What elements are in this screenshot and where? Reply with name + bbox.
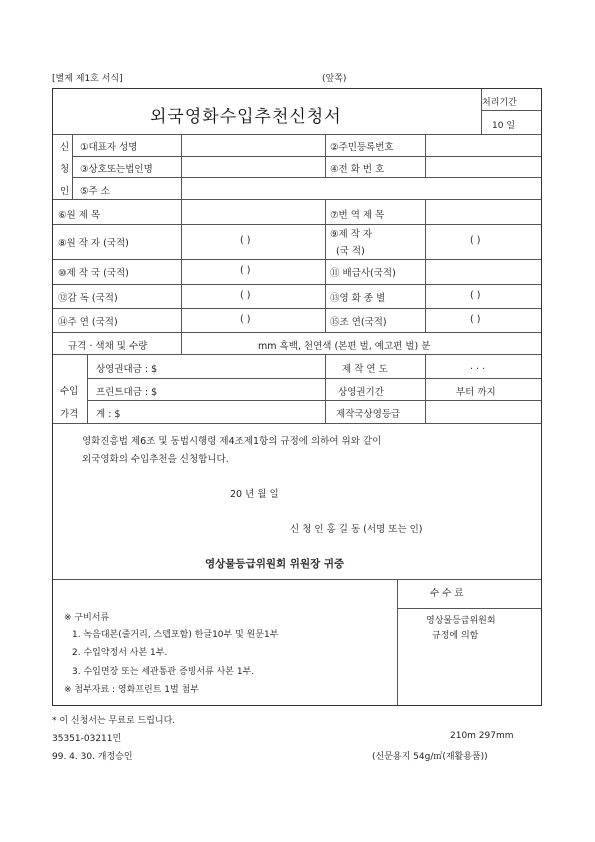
required-documents-heading: ※ 구비서류 [64,613,110,623]
director-nationality: ( ) [240,290,251,301]
screening-period-label: 상영권기간 [338,387,384,398]
producer-nationality-label: (국 적) [336,246,365,257]
recipient-label: 영상물등급위원회 위원장 귀중 [205,558,345,570]
form-title: 외국영화수입추천신청서 [150,107,342,127]
original-author-label: ⑧원 작 자 (국적) [58,238,129,249]
total-price-label: 계 : $ [96,409,121,420]
translated-title-label: ⑦번 역 제 목 [330,210,385,221]
form-code: 35351-03211민 [52,734,122,744]
supporting-actor-label: ⑮조 연(국적) [330,317,387,328]
production-year-label: 제 작 연 도 [342,364,388,375]
processing-period-label: 처리기간 [482,98,517,108]
applicant-signature: 신 청 인 홍 길 동 (서명 또는 인) [290,524,423,535]
distributor-label: ⑪ 배급사(국적) [330,268,396,279]
screening-period-value: 부터 까지 [456,387,496,398]
free-note: * 이 신청서는 무료로 드립니다. [52,716,176,726]
application-date: 20 년 월 일 [230,489,279,500]
rep-name-label: ①대표자 성명 [80,142,138,153]
genre-value: ( ) [470,290,481,301]
lead-actor-label: ⑭주 연 (국적) [58,317,118,328]
statement-line-2: 외국영화의 수입추천을 신청합니다. [82,454,229,465]
producer-nationality: ( ) [470,235,481,246]
production-year-value: . . . [470,361,486,372]
original-title-label: ⑥원 제 목 [58,210,101,221]
phone-label: ④전 화 번 호 [330,164,385,175]
spec-label: 규격 · 색채 및 수량 [68,341,148,352]
statement-line-1: 영화진흥법 제6조 및 동법시행령 제4조제1항의 규정에 의하여 위와 같이 [82,436,382,447]
applicant-char-2: 청 [60,164,70,175]
production-country-value: ( ) [240,265,251,276]
address-label: ⑤주 소 [80,186,110,197]
paper-spec: (신문용지 54g/㎡(재활용품)) [372,752,488,762]
paper-size: 210m 297mm [450,731,514,741]
screening-fee-label: 상영권대금 : $ [96,364,158,375]
document-item-2: 2. 수입약정서 사본 1부. [72,648,168,658]
attachment-note: ※ 첨부자료 : 영화프린트 1벌 첨부 [64,685,199,695]
supporting-actor-nationality: ( ) [470,314,481,325]
document-item-1: 1. 녹음대본(줄거리, 스텝포함) 한글10부 및 원문1부 [72,630,279,640]
original-author-nationality: ( ) [240,235,251,246]
applicant-char-3: 인 [60,186,70,197]
page-side-label: (앞쪽) [322,74,347,84]
fee-label: 수 수 료 [430,588,464,599]
company-name-label: ③상호또는법인명 [80,164,153,175]
fee-text-2: 규정에 의함 [432,631,479,641]
country-rating-label: 제작국상영등급 [336,409,401,420]
lead-actor-nationality: ( ) [240,314,251,325]
producer-label: ⑨제 작 자 [330,229,373,240]
production-country-label: ⑩제 작 국 (국적) [58,268,129,279]
resident-number-label: ②주민등록번호 [330,142,394,153]
document-item-3: 3. 수입면장 또는 세관통관 증빙서류 사본 1부. [72,667,255,677]
print-fee-label: 프린트대금 : $ [96,387,158,398]
fee-text-1: 영상물등급위원회 [426,616,496,626]
director-label: ⑫감 독 (국적) [58,293,118,304]
approval-date: 99. 4. 30. 개정승인 [52,752,133,762]
spec-value: mm 흑백, 천연색 (본편 벌, 예고편 벌) 분 [258,341,431,352]
form-number: [별제 제1호 서식] [52,74,123,84]
import-price-label-1: 수입 [60,386,79,397]
genre-label: ⑬영 화 종 별 [330,293,386,304]
applicant-char-1: 신 [60,142,70,153]
processing-period-value: 10 일 [492,121,516,131]
import-price-label-2: 가격 [60,409,79,420]
